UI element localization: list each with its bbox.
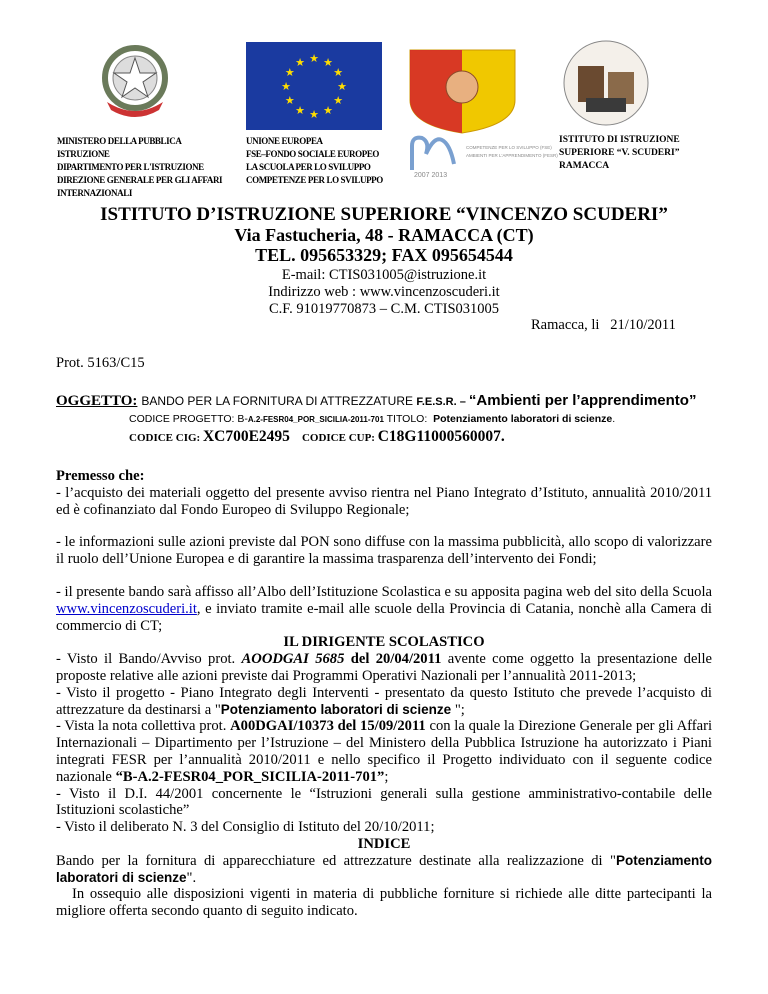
cig-cup [129,428,505,446]
text: ". [186,869,197,886]
caption-line: ISTRUZIONE [57,149,110,159]
eu-star-icon: ★ [281,81,291,93]
eu-star-icon: ★ [333,67,344,79]
eu-star-icon: ★ [295,105,305,118]
school-address: Via Fastucheria, 48 - RAMACCA (CT) [234,225,534,245]
subject-ambienti: “Ambienti per l’apprendimento” [468,392,697,409]
text: “B-A.2-FESR04_POR_SICILIA-2011-701” [115,768,385,785]
eu-caption [246,135,383,187]
pon-logo-mark [408,134,458,172]
project-code: CODICE PROGETTO: B-A.2-FESR04_POR_SICILIA-2011-701 TITOLO: Potenziamento laboratori di scienze. [129,413,616,425]
caption-line: FSE–FONDO SOCIALE EUROPEO [246,149,380,159]
text: Potenziamento laboratori di scienze [220,701,455,717]
eu-star-icon: ★ [323,105,333,118]
title-label: TITOLO: [383,413,434,425]
sicily-region-emblem [405,45,520,135]
caption-line: DIPARTIMENTO PER L'ISTRUZIONE [57,162,204,172]
text: , e inviato tramite e-mail alle scuole della Provincia di Catania, nonchè alla Camera di commercio di CT; [56,600,712,634]
cup-label: CODICE CUP: [301,432,378,444]
cup-value: C18G11000560007. [377,428,505,445]
protocol-number: Prot. 5163/C15 [56,355,145,371]
caption-line: LA SCUOLA PER LO SVILUPPO [246,162,371,172]
school-phone: TEL. 095653329; FAX 095654544 [255,245,513,265]
pon-logo [408,134,558,184]
text: - Visto il progetto - Piano Integrato degli Interventi - presentato da questo Istituto che prevede l’acquisto di attrezzature da destinarsi a " [56,684,712,718]
text: - Visto il Bando/Avviso prot. [56,651,242,668]
text: Potenziamento laboratori di scienze [56,852,712,885]
document-body [56,468,712,920]
text: "; [454,701,465,718]
place-date: Ramacca, li 21/10/2011 [531,317,676,333]
school-caption [559,134,680,173]
eu-star-icon: ★ [337,81,347,93]
caption-line: SUPERIORE “V. SCUDERI” [559,148,680,158]
school-logo [556,38,656,128]
caption-line: UNIONE EUROPEA [246,136,323,146]
indice-heading: INDICE [357,835,411,852]
italian-republic-emblem [95,40,175,122]
caption-line: MINISTERO DELLA PUBBLICA [57,136,182,146]
subject-text: BANDO PER LA FORNITURA DI ATTREZZATURE [141,394,417,408]
subject-label: OGGETTO: [56,393,138,409]
paragraph: In ossequio alle disposizioni vigenti in materia di pubbliche forniture si richiede alle ditte partecipanti la migliore offerta secondo quanto di seguito indicato. [56,886,712,920]
eu-star-icon: ★ [284,67,295,79]
school-codes: C.F. 91019770873 – C.M. CTIS031005 [268,301,500,317]
cig-label: CODICE CIG: [129,432,203,444]
eu-star-icon: ★ [333,95,344,107]
paragraph [56,651,712,685]
text: A00DGAI/10373 del 15/09/2011 [230,718,426,735]
caption-line: RAMACCA [559,161,610,171]
text: con la quale la Direzione Generale per gli Affari Internazionali – Dipartimento per l’Istruzione – del Ministero della Pubblica Istruzione ha autorizzato i Piani integrati FESR per l’annualità 2010/2011 e nello specifico il Progetto individuato con il seguente codice nazionale [56,718,713,785]
school-web: Indirizzo web : www.vincenzoscuderi.it [268,284,500,300]
eu-star-icon: ★ [284,95,295,107]
pon-years: 2007 2013 [414,172,448,179]
paragraph: - l’acquisto dei materiali oggetto del presente avviso rientra nel Piano Integrato d’Istituto, annualità 2010/2011 ed è cofinanziato dal Fondo Europeo di Sviluppo Regionale; [56,484,712,518]
eu-star-icon: ★ [309,53,319,65]
project-title: Potenziamento laboratori di scienze [433,413,613,425]
dirigente-heading: IL DIRIGENTE SCOLASTICO [283,634,485,651]
paragraph: - Visto il deliberato N. 3 del Consiglio di Istituto del 20/10/2011; [56,819,435,836]
school-title: ISTITUTO D’ISTRUZIONE SUPERIORE “VINCENZO SCUDERI” [100,204,668,225]
cig-value: XC700E2495 [202,428,290,445]
school-website-link[interactable]: www.vincenzoscuderi.it [56,600,197,617]
ministry-caption [57,135,222,200]
eu-flag [246,42,382,130]
paragraph [56,685,712,719]
text: Bando per la fornitura di apparecchiature ed attrezzature destinate alla realizzazione di " [56,852,616,869]
paragraph: - le informazioni sulle azioni previste dal PON sono diffuse con la massima pubblicità, allo scopo di valorizzare il ruolo dell’Unione Europea e di garantire la massima trasparenza dell’intervento dei Fondi; [56,534,712,568]
premesso-heading: Premesso che: [56,468,145,484]
subject-fesr: F.E.S.R. – [416,396,469,408]
paragraph [56,718,712,785]
caption-line: ISTITUTO DI ISTRUZIONE [559,135,680,145]
caption-line: COMPETENZE PER LO SVILUPPO [246,175,383,185]
project-code-value: A.2-FESR04_POR_SICILIA-2011-701 [247,415,384,424]
pon-line2: AMBIENTI PER L'APPRENDIMENTO (FESR) [466,153,558,158]
eu-star-icon: ★ [323,56,333,69]
pon-line1: COMPETENZE PER LO SVILUPPO (FSE) [466,145,552,150]
text: del 20/04/2011 [344,651,442,668]
text: - Vista la nota collettiva prot. [56,718,231,735]
paragraph [56,853,712,887]
text: ; [384,768,389,785]
eu-star-icon: ★ [295,56,305,69]
paragraph [56,584,712,634]
text: avente come oggetto la presentazione delle proposte relative alle azioni previste dai Programmi Operativi Nazionali per l’annualità 2011-2013; [56,651,713,684]
subject [56,392,696,410]
project-code-label: CODICE PROGETTO: B- [129,413,248,425]
paragraph: - Visto il D.I. 44/2001 concernente le “Istruzioni generali sulla gestione amministrativo-contabile delle Istituzioni scolastiche” [56,785,712,819]
text: AOODGAI 5685 [241,651,345,668]
text: - il presente bando sarà affisso all’Albo dell’Istituzione Scolastica e su apposita pagina web del sito della Scuola [56,583,712,600]
caption-line: DIREZIONE GENERALE PER GLI AFFARI [57,175,223,185]
caption-line: INTERNAZIONALI [57,188,132,198]
eu-star-icon: ★ [309,109,319,121]
school-email: E-mail: CTIS031005@istruzione.it [281,267,487,283]
